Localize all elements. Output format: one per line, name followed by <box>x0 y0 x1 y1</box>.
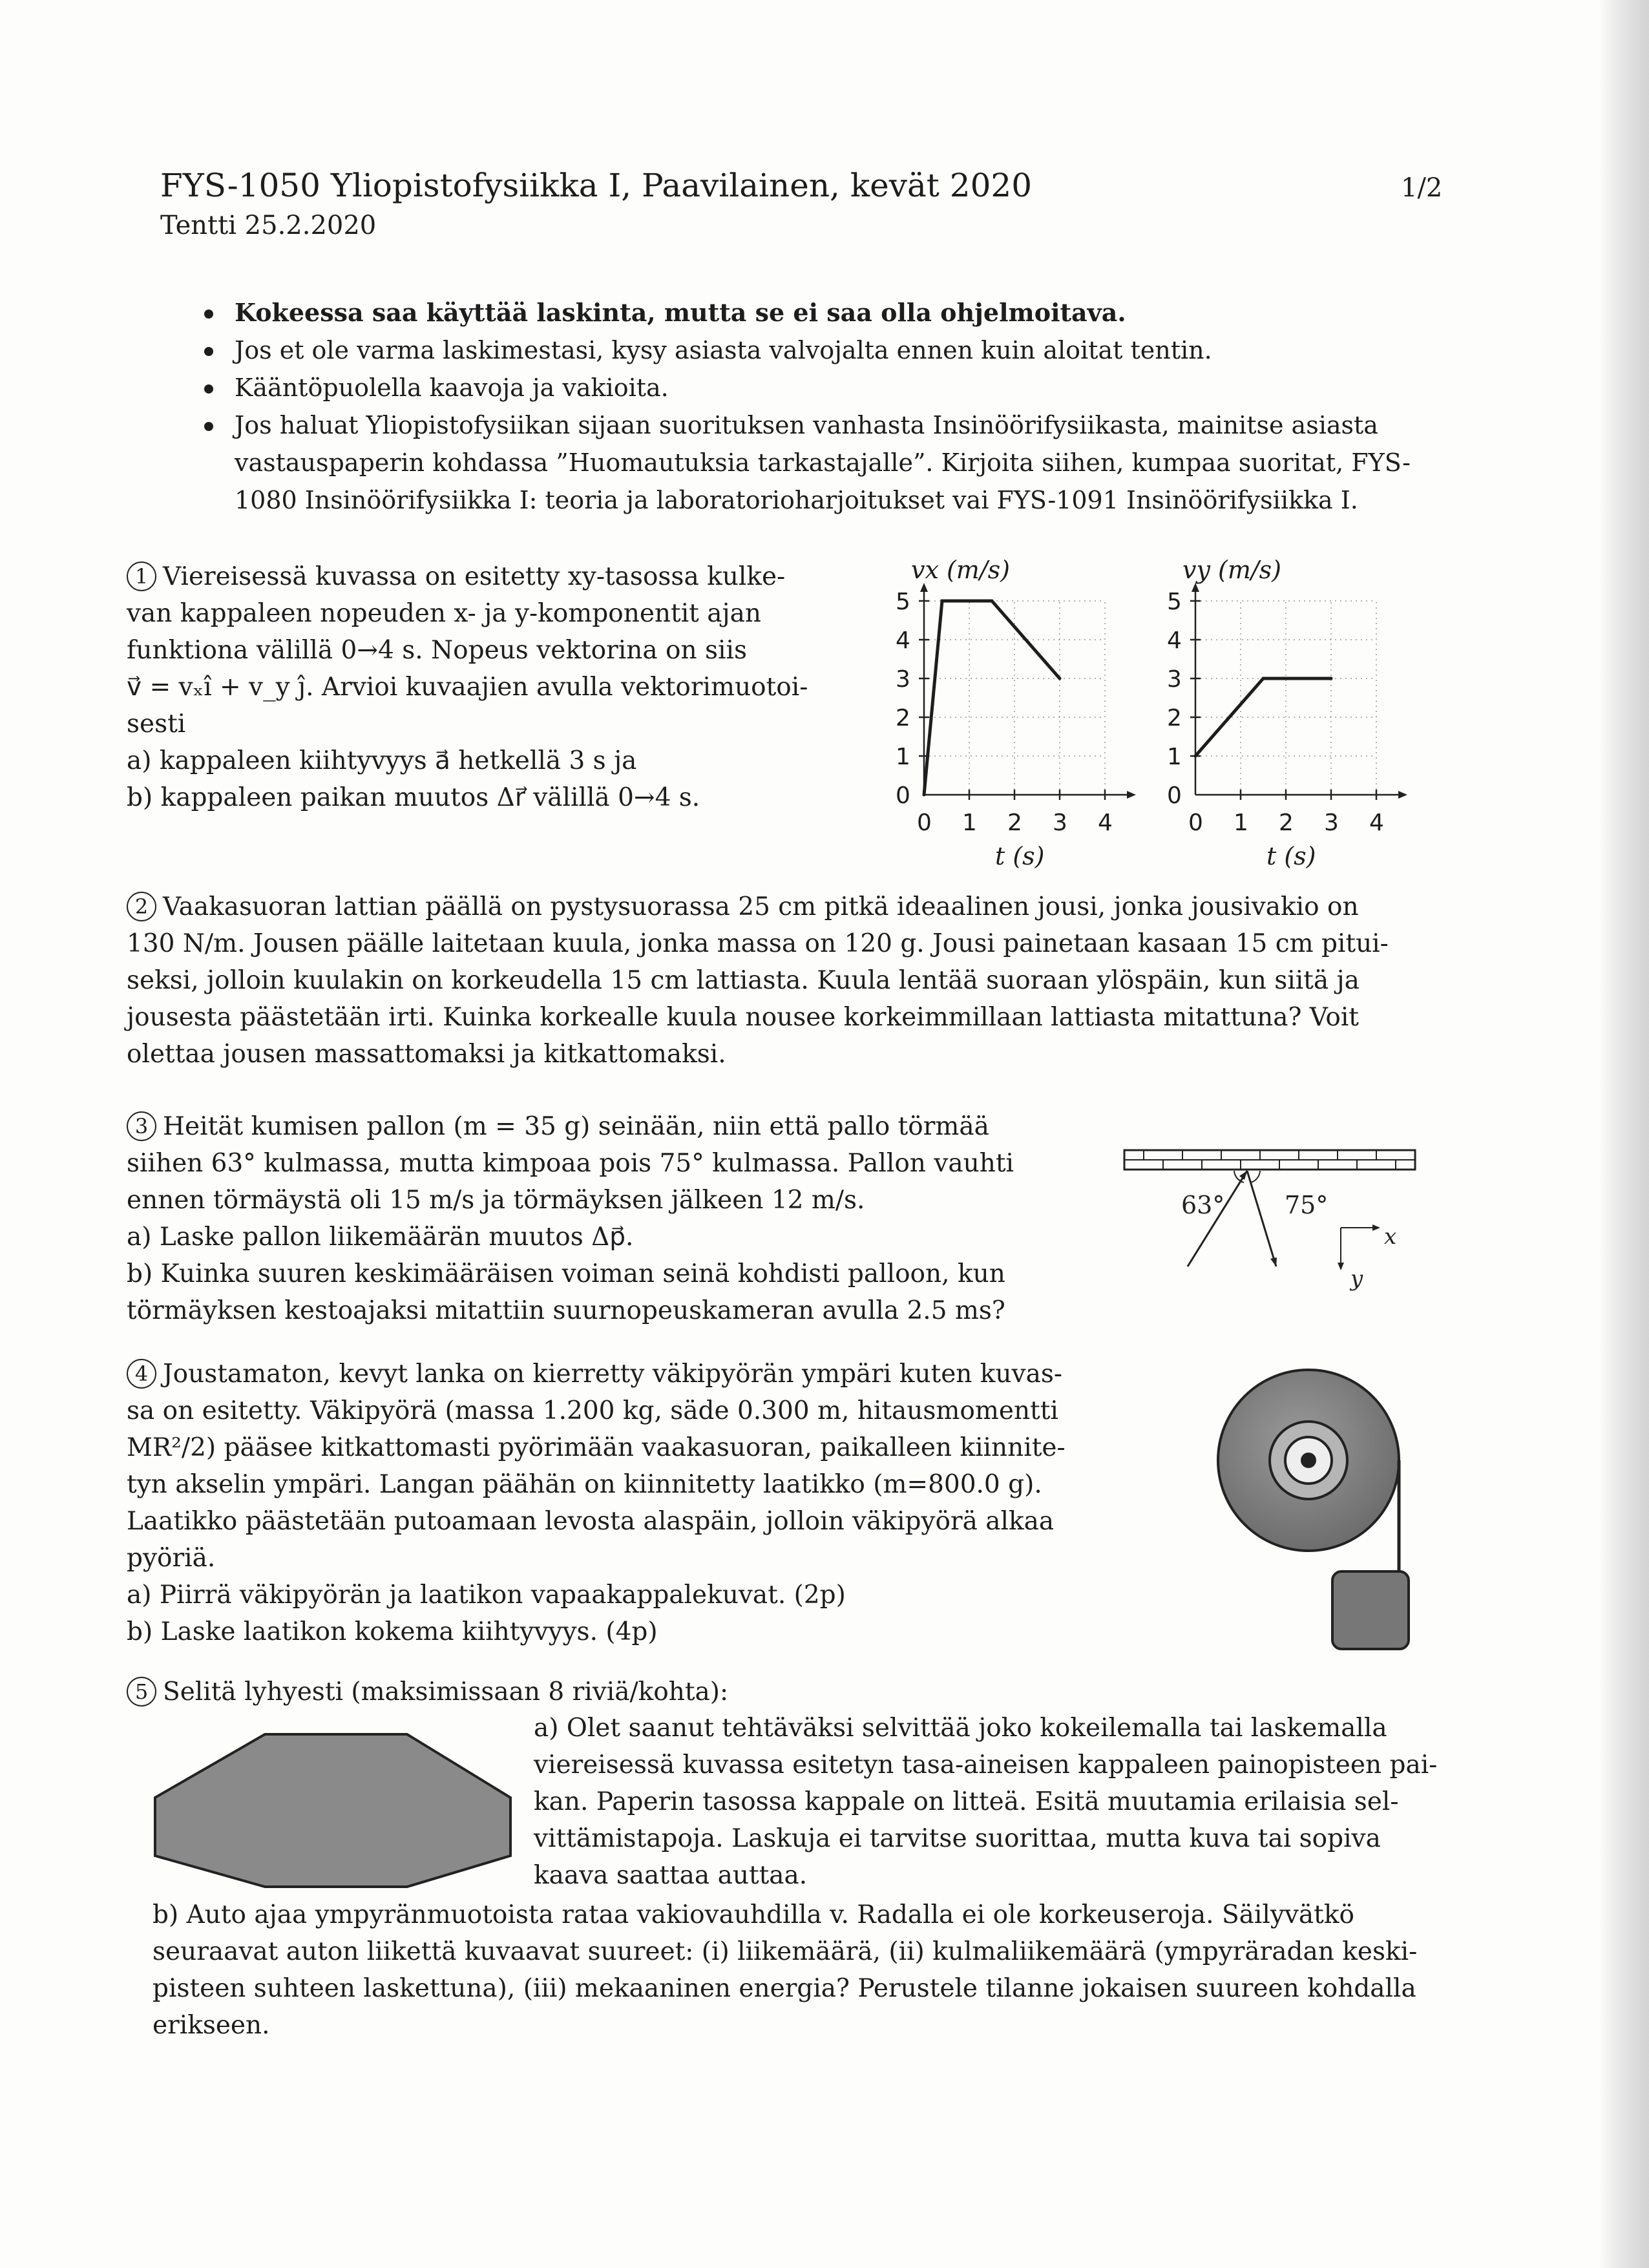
vx-y-tick-label: 0 <box>896 782 910 809</box>
vy-y-tick-label: 5 <box>1167 589 1182 615</box>
vx-data-point <box>941 600 944 603</box>
question-3: 3 Heität kumisen pallon (m = 35 g) seinään, niin että pallo törmää siihen 63° kulmassa, mutta kimpoaa pois 75° kulmassa. Pallon vauhti ennen törmäystä oli 15 m/s ja törmäyksen jälkeen 12 m/s. a) Laske pallon liikemäärän muutos Δp⃗. b) Kuinka suuren keskimääräisen voiman seinä kohdisti palloon, kun törmäyksen kestoajaksi mitattiin suurnopeuskameran avulla 2.5 ms? <box>127 1112 1014 1325</box>
vy-x-tick-label: 1 <box>1234 810 1248 836</box>
vy-y-tick-label: 4 <box>1167 627 1182 654</box>
vy-y-tick-label: 2 <box>1167 705 1182 731</box>
vx-x-tick-label: 4 <box>1098 810 1113 836</box>
hexagon-plate-diagram <box>149 1727 523 1895</box>
vx-x-tick-label: 2 <box>1007 810 1022 836</box>
instructions-list <box>199 294 1459 519</box>
hanging-box <box>1332 1571 1409 1649</box>
vy-data-point <box>1194 755 1197 758</box>
vy-chart <box>1150 549 1422 872</box>
vx-x-axis-arrow <box>1127 791 1136 799</box>
question-2: 2 Vaakasuoran lattian päällä on pystysuorassa 25 cm pitkä ideaalinen jousi, jonka jousivakio on 130 N/m. Jousen päälle laitetaan kuula, jonka massa on 120 g. Jousi painetaan kasaan 15 cm pitui- seksi, jolloin kuulakin on korkeudella 15 cm lattiasta. Kuula lentää suoraan ylöspäin, kun siitä ja jousesta päästetään irti. Kuinka korkealle kuula nousee korkeimmillaan lattiasta mitattuna? Voit olettaa jousen massattomaksi ja kitkattomaksi. <box>127 892 1389 1069</box>
page-number: 1/2 <box>1401 173 1443 203</box>
vx-y-axis-arrow <box>920 583 928 592</box>
vy-y-label: vy (m/s) <box>1182 556 1282 584</box>
vy-x-tick-label: 4 <box>1369 810 1384 836</box>
vy-x-label: t (s) <box>1266 842 1316 870</box>
question-5b: b) Auto ajaa ympyränmuotoista rataa vakiovauhdilla v. Radalla ei ole korkeuseroja. Säilyvätkö seuraavat auton liikettä kuvaavat suureet: (i) liikemäärä, (ii) kulmaliikemäärä (ympyräradan keski- pisteen suhteen laskettuna), (iii) mekaaninen energia? Perustele tilanne jokaisen suureen kohdalla erikseen. <box>152 1900 1418 2040</box>
vy-x-tick-label: 0 <box>1188 810 1203 836</box>
page-title: FYS-1050 Yliopistofysiikka I, Paavilainen, kevät 2020 <box>160 167 1032 204</box>
vx-series-line <box>924 601 1060 795</box>
vx-y-label: vx (m/s) <box>911 556 1010 584</box>
vx-y-tick-label: 3 <box>896 666 910 693</box>
vy-y-tick-label: 0 <box>1167 782 1182 809</box>
scan-edge-shadow <box>1599 0 1649 2268</box>
outgoing-path <box>1247 1171 1276 1266</box>
vy-x-tick-label: 3 <box>1324 810 1339 836</box>
question-number: 1 <box>127 562 156 591</box>
vx-x-tick-label: 3 <box>1053 810 1067 836</box>
instruction-item: Jos et ole varma laskimestasi, kysy asiasta valvojalta ennen kuin aloitat tentin. <box>199 331 1459 369</box>
vx-y-tick-label: 2 <box>896 705 910 731</box>
vx-x-label: t (s) <box>995 842 1045 870</box>
hexagon-plate <box>155 1734 510 1887</box>
vy-x-tick-label: 2 <box>1279 810 1294 836</box>
question-number: 5 <box>127 1677 156 1706</box>
vx-y-tick-label: 5 <box>896 589 910 615</box>
question-5: 5 Selitä lyhyesti (maksimissaan 8 riviä/kohta): <box>127 1674 1471 1710</box>
vy-y-tick-label: 1 <box>1167 744 1182 770</box>
vx-x-tick-label: 1 <box>962 810 977 836</box>
question-4: 4 Joustamaton, kevyt lanka on kierretty väkipyörän ympäri kuten kuvas- sa on esitetty. Väkipyörä (massa 1.200 kg, säde 0.300 m, hitausmomentti MR²/2) pääsee kitkattomasti pyörimään vaakasuoran, paikalleen kiinnite- tyn akselin ympäri. Langan päähän on kiinnitetty laatikko (m=800.0 g). Laatikko päästetään putoamaan levosta alaspäin, jolloin väkipyörä alkaa pyöriä. a) Piirrä väkipyörän ja laatikon vapaakappalekuvat. (2p) b) Laske laatikon kokema kiihtyvyys. (4p) <box>127 1360 1066 1646</box>
wall-collision-diagram <box>1118 1137 1428 1292</box>
question-5a: a) Olet saanut tehtäväksi selvittää joko kokeilemalla tai laskemalla viereisessä kuvassa esitetyn tasa-aineisen kappaleen painopisteen pai- kan. Paperin tasossa kappale on litteä. Esitä muutamia erilaisia sel- vittämistapoja. Laskuja ei tarvitse suorittaa, mutta kuva tai sopiva kaava saattaa auttaa. <box>534 1714 1438 1890</box>
vy-x-axis-arrow <box>1398 791 1407 799</box>
vx-y-tick-label: 4 <box>896 627 910 654</box>
vx-chart <box>879 549 1150 872</box>
question-number: 3 <box>127 1111 156 1141</box>
axle <box>1301 1453 1316 1468</box>
instruction-item: Kääntöpuolella kaavoja ja vakioita. <box>199 369 1459 406</box>
vx-data-point <box>1058 677 1062 680</box>
question-number: 4 <box>127 1359 156 1389</box>
page-subtitle: Tentti 25.2.2020 <box>160 211 377 240</box>
angle-75-label: 75° <box>1285 1191 1329 1219</box>
question-number: 2 <box>127 892 156 921</box>
x-axis-label: x <box>1384 1224 1397 1250</box>
vy-data-point <box>1262 677 1265 680</box>
vy-y-tick-label: 3 <box>1167 666 1182 693</box>
vy-data-point <box>1330 677 1333 680</box>
pulley-diagram <box>1202 1363 1434 1667</box>
vy-y-axis-arrow <box>1192 583 1199 592</box>
vx-y-tick-label: 1 <box>896 744 910 770</box>
question-1: 1 Viereisessä kuvassa on esitetty xy-tasossa kulke- van kappaleen nopeuden x- ja y-komponentit ajan funktiona välillä 0→4 s. Nopeus vektorina on siis v⃗ = vₓî + v_y ĵ. Arvioi kuvaajien avulla vektorimuotoi- sesti a) kappaleen kiihtyvyys a⃗ hetkellä 3 s ja b) kappaleen paikan muutos Δr⃗ välillä 0→4 s. <box>127 562 808 812</box>
vx-data-point <box>991 600 994 603</box>
angle-63-label: 63° <box>1181 1191 1225 1219</box>
y-axis-label: y <box>1350 1266 1363 1292</box>
vx-data-point <box>923 793 926 797</box>
instruction-item: Jos haluat Yliopistofysiikan sijaan suorituksen vanhasta Insinöörifysiikasta, mainitse asiasta vastauspaperin kohdassa ”Huomautuksia tarkastajalle”. Kirjoita siihen, kumpaa suoritat, FYS-1080 Insinöörifysiikka I: teoria ja laboratorioharjoitukset vai FYS-1091 Insinöörifysiikka I. <box>199 406 1459 519</box>
wall <box>1124 1150 1415 1170</box>
instruction-item: Kokeessa saa käyttää laskinta, mutta se ei saa olla ohjelmoitava. <box>199 294 1459 331</box>
vx-x-tick-label: 0 <box>917 810 932 836</box>
